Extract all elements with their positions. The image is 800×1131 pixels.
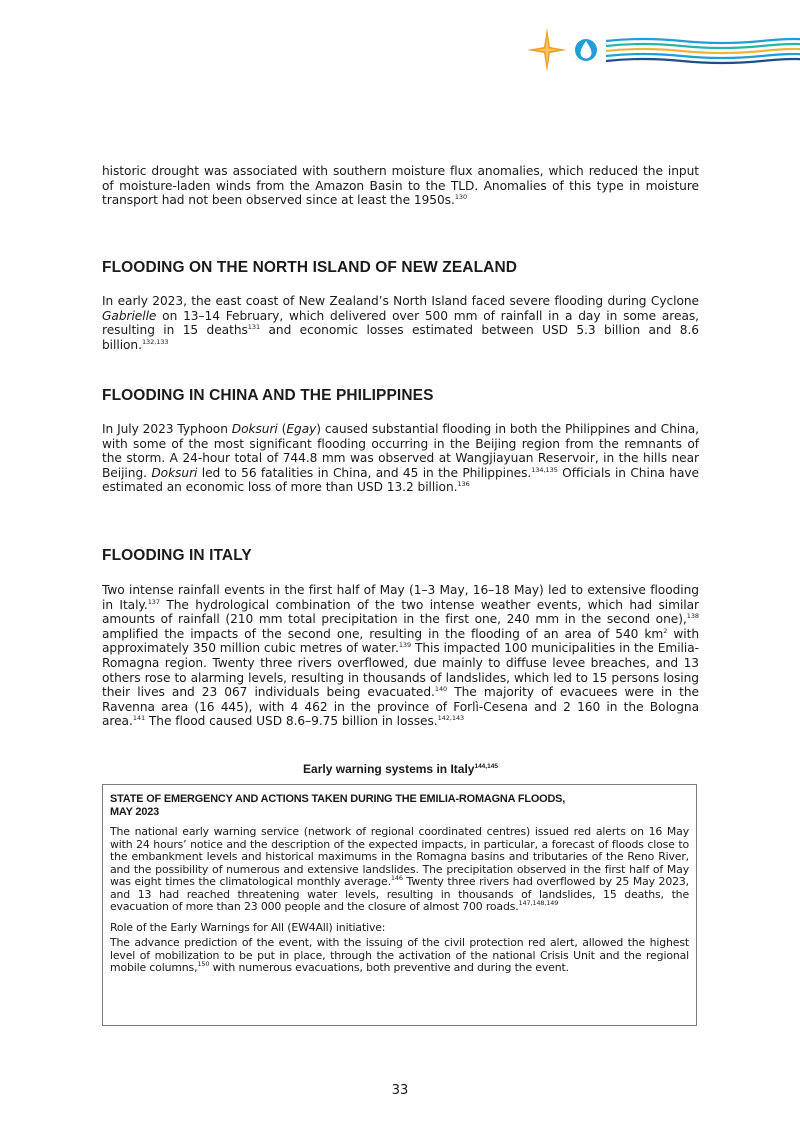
section-heading: FLOODING ON THE NORTH ISLAND OF NEW ZEALAND <box>102 259 518 276</box>
water-drop-icon <box>575 39 597 61</box>
section-new-zealand <box>102 259 699 277</box>
body-paragraph: Two intense rainfall events in the first half of May (1–3 May, 16–18 May) led to extensive flooding in Italy.$^{137}$ The hydrological combination of the two intense weather events, which had similar amounts of rainfall (210 mm total precipitation in the first one, 240 mm in the second one),$^{138}$ amplified the impacts of the second one, resulting in the flooding of an area of 540 $km^2$ with approximately 350 million cubic metres of water.$^{139}$ This impacted 100 municipalities in the Emilia-Romagna region. Twenty three rivers overflowed, due mainly to diffuse levee breaches, and 13 others rose to alarming levels, resulting in thousands of landslides, which led to 15 persons losing their lives and 23 067 individuals being evacuated.$^{140}$ The majority of evacuees were in the Ravenna area (16 445), with 4 462 in the province of Forlì-Cesena and 2 160 in the Bologna area.$^{141}$ The flood caused USD 8.6–9.75 billion in losses.$^{142,143}$ <box>102 583 700 729</box>
section-heading: FLOODING IN ITALY <box>102 547 252 564</box>
intro-paragraph: historic drought was associated with southern moisture flux anomalies, which reduced the input of moisture-laden winds from the Amazon Basin to the TLD. Anomalies of this type in moisture transport had not been observed since at least the 1950s.$^{130}$ <box>102 164 699 208</box>
section-italy <box>102 547 699 565</box>
header-logo <box>522 26 800 74</box>
info-box <box>102 784 697 1026</box>
box-paragraph: The advance prediction of the event, with the issuing of the civil protection red alert, allowed the highest level of mobilization to be put in place, through the activation of the national Crisis Unit and the regional mobile columns,$^{150}$ with numerous evacuations, both preventive and during the event. <box>110 936 689 974</box>
page-number: 33 <box>391 1083 409 1098</box>
box-paragraph: The national early warning service (network of regional coordinated centres) issued red alerts on 16 May with 24 hours’ notice and the description of the expected impacts, in particular, a forecast of floods close to the embankment levels and historical maximums in the Romagna basins and tributaries of the Reno River, and the possibility of numerous and extensive landslides. The precipitation observed in the first half of May was eight times the climatological monthly average.$^{146}$ Twenty three rivers had overflowed by 25 May 2023, and 13 had reached threatening water levels, resulting in thousands of landslides, 15 deaths, the evacuation of more than 23 000 people and the closure of almost 700 roads.$^{147,148,149}$ <box>110 825 689 913</box>
intro-block <box>102 164 699 208</box>
body-paragraph: In July 2023 Typhoon Doksuri (Egay) caused substantial flooding in both the Philippines and China, with some of the most significant flooding occurring in the Beijing region from the remnants of the storm. A 24-hour total of 744.8 mm was observed at Wangjiayuan Reservoir, in the hills near Beijing. Doksuri led to 56 fatalities in China, and 45 in the Philippines.$^{134,135}$ Officials in China have estimated an economic loss of more than USD 13.2 billion.$^{136}$ <box>102 422 700 495</box>
box-subheading: Role of the Early Warnings for All (EW4All) initiative: <box>110 920 386 934</box>
section-heading: FLOODING IN CHINA AND THE PHILIPPINES <box>102 387 434 404</box>
compass-star-icon <box>527 28 567 72</box>
wave-lines-icon <box>606 39 800 63</box>
box-caption: Early warning systems in Italy$^{144,145}$ <box>303 762 498 776</box>
section-new-zealand-body <box>102 294 699 352</box>
section-italy-body <box>102 583 699 729</box>
section-china-philippines-body <box>102 422 699 495</box>
body-paragraph: In early 2023, the east coast of New Zealand’s North Island faced severe flooding during Cyclone Gabrielle on 13–14 February, which delivered over 500 mm of rainfall in a day in some areas, resulting in 15 deaths$^{131}$ and economic losses estimated between USD 5.3 billion and 8.6 billion.$^{132,133}$ <box>102 294 699 352</box>
box-title: STATE OF EMERGENCY AND ACTIONS TAKEN DURING THE EMILIA-ROMAGNA FLOODS, MAY 2023 <box>110 793 566 818</box>
section-china-philippines <box>102 387 699 405</box>
